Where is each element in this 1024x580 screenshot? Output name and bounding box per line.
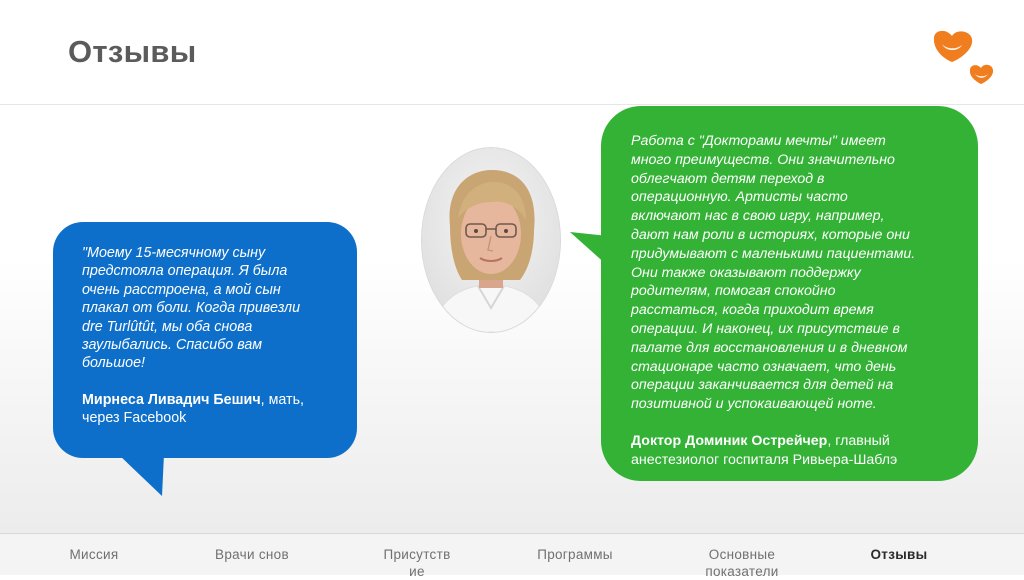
testimonial-author (631, 432, 958, 470)
doctor-portrait (422, 148, 560, 332)
hearts-logo-icon (928, 26, 1002, 88)
nav-item-doctors[interactable]: Врачи снов (215, 547, 289, 562)
doctor-portrait-photo (422, 148, 560, 332)
testimonial-author (82, 391, 337, 428)
header-divider (0, 104, 1024, 105)
nav-item-key-figures[interactable]: Основные показатели (705, 547, 779, 579)
bottom-nav (0, 533, 1024, 579)
testimonial-parent-bubble (53, 222, 357, 458)
bubble-tail (118, 454, 164, 496)
testimonial-author-role: , мать, через Facebook (82, 391, 305, 427)
page-title: Отзывы (68, 34, 197, 69)
testimonial-doctor-bubble (601, 106, 978, 481)
testimonial-quote: "Моему 15-месячному сыну предстояла операция. Я была очень расстроена, а мой сын плакал от боли. Когда привезли dre Turlûtût, мы оба снова заулыбались. Спасибо вам большое! (82, 245, 301, 372)
nav-item-mission[interactable]: Миссия (69, 547, 119, 562)
testimonial-author-name: Мирнеса Ливадич Бешич (82, 391, 261, 408)
testimonial-author-role: , главный анестезиолог госпиталя Ривьера-Шаблэ (631, 432, 898, 468)
nav-item-presence[interactable]: Присутств ие (383, 547, 451, 579)
testimonial-author-name: Доктор Доминик Острейчер (631, 432, 828, 449)
nav-item-testimonials[interactable]: Отзывы (870, 547, 928, 562)
nav-item-programs[interactable]: Программы (537, 547, 613, 562)
testimonial-quote: Работа с "Докторами мечты" имеет много преимуществ. Они значительно облегчают детям переход в операционную. Артисты часто включают нас в свою игру, например, дают нам роли в историях, которые они придумывают с маленькими пациентами. Они также оказывают поддержку родителям, помогая спокойно расстаться, когда приходит время операции. И наконец, их присутствие в палате для восстановления и в дневном стационаре часто означает, что день операции заканчивается для детей на позитивной и успокаивающей ноте. (631, 133, 916, 413)
